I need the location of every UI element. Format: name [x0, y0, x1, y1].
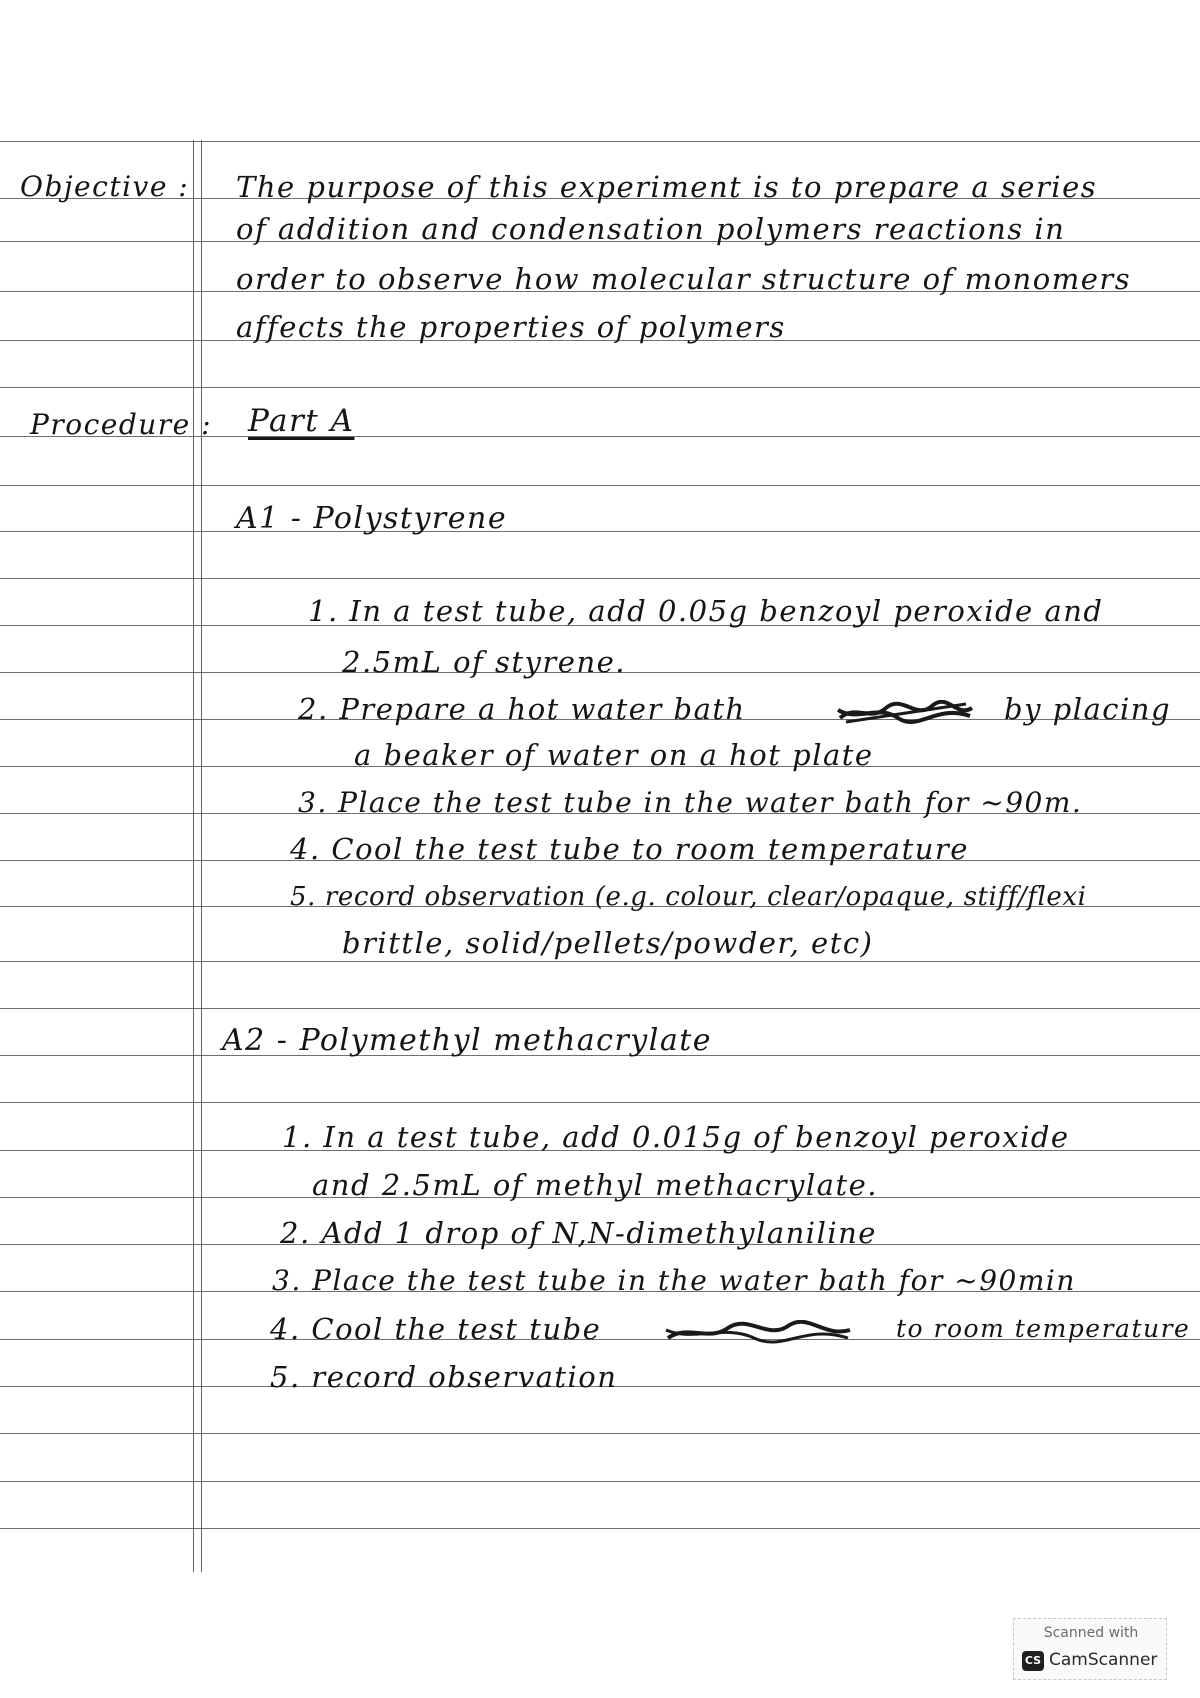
objective-text-line: of addition and condensation polymers reactions in	[236, 212, 1066, 246]
step-line: by placing	[1004, 692, 1172, 726]
rule-line	[0, 1528, 1200, 1529]
rule-line	[0, 578, 1200, 579]
rule-line	[0, 1008, 1200, 1009]
step-line: 5. record observation	[270, 1360, 618, 1394]
watermark-brand: CamScanner	[1049, 1650, 1158, 1670]
rule-line	[0, 961, 1200, 962]
step-line: to room temperature	[896, 1314, 1191, 1343]
procedure-label: Procedure :	[30, 408, 213, 441]
step-line: a beaker of water on a hot plate	[354, 738, 874, 772]
margin-line	[201, 140, 202, 1572]
scanner-watermark	[1013, 1618, 1167, 1680]
part-heading: Part A	[248, 403, 355, 439]
objective-label: Objective :	[20, 170, 190, 203]
step-line: 2.5mL of styrene.	[342, 645, 627, 679]
crossed-out-word	[836, 700, 976, 726]
objective-text-line: order to observe how molecular structure of monomers	[236, 262, 1132, 296]
rule-line	[0, 531, 1200, 532]
rule-line	[0, 1481, 1200, 1482]
section-heading: A1 - Polystyrene	[236, 501, 508, 536]
rule-line	[0, 485, 1200, 486]
step-line: 4. Cool the test tube	[270, 1312, 602, 1346]
camscanner-logo-icon: CS	[1022, 1651, 1044, 1671]
step-line: 1. In a test tube, add 0.015g of benzoyl peroxide	[282, 1120, 1070, 1154]
crossed-out-word	[664, 1320, 854, 1346]
section-heading: A2 - Polymethyl methacrylate	[222, 1023, 713, 1058]
step-line: 2. Add 1 drop of N,N-dimethylaniline	[280, 1216, 877, 1250]
step-line: 3. Place the test tube in the water bath for ~90min	[272, 1264, 1076, 1297]
objective-text-line: The purpose of this experiment is to prepare a series	[236, 170, 1098, 204]
step-line: brittle, solid/pellets/powder, etc)	[342, 926, 874, 960]
step-line: 2. Prepare a hot water bath	[298, 692, 746, 726]
rule-line	[0, 387, 1200, 388]
margin-line	[193, 140, 194, 1572]
step-line: 4. Cool the test tube to room temperature	[290, 832, 969, 866]
rule-line	[0, 1102, 1200, 1103]
objective-text-line: affects the properties of polymers	[236, 310, 786, 344]
rule-line	[0, 1433, 1200, 1434]
step-line: 5. record observation (e.g. colour, clear/opaque, stiff/flexi	[290, 882, 1087, 912]
watermark-caption: Scanned with	[1043, 1625, 1139, 1641]
rule-line	[0, 141, 1200, 142]
step-line: and 2.5mL of methyl methacrylate.	[312, 1168, 878, 1202]
step-line: 1. In a test tube, add 0.05g benzoyl peroxide and	[308, 594, 1104, 628]
step-line: 3. Place the test tube in the water bath for ~90m.	[298, 786, 1083, 819]
